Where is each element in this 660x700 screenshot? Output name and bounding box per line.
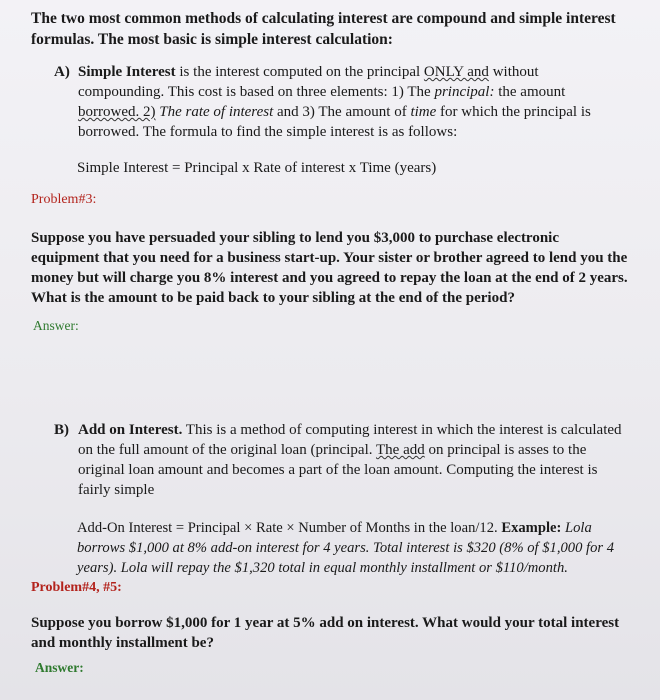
add-on-formula: Add-On Interest = Principal × Rate × Number of Months in the loan/12.: [77, 520, 498, 536]
section-a: [54, 62, 614, 142]
example-text: Lola borrows $1,000 at 8% add-on interest for 4 years. Total interest is $320 (8% of $1,000 for 4 years). Lola will repay the $1,320 total in equal monthly installment or $110/month.: [77, 520, 615, 576]
example-label: Example:: [501, 520, 562, 536]
add-on-example: [77, 518, 632, 578]
problem-3-label: Problem#3:: [31, 192, 97, 207]
simple-interest-formula: Simple Interest = Principal x Rate of interest x Time (years): [77, 160, 437, 176]
intro-paragraph: The two most common methods of calculating interest are compound and simple interest formulas. The most basic is simple interest calculation:: [31, 10, 616, 48]
section-b-text-2: on principal is asses to the original loan amount and becomes a part of the loan amount. Computing the interest is fairly simple: [78, 442, 598, 498]
principal-term: principal:: [434, 84, 495, 100]
borrowed-text: borrowed. 2): [78, 104, 156, 120]
section-b-marker: B): [54, 422, 69, 438]
section-b: [54, 420, 624, 500]
the-add-text: The add: [376, 442, 425, 458]
problem-4-5-label: Problem#4, #5:: [31, 580, 122, 595]
section-a-text-1: is the interest computed on the principal: [175, 64, 424, 80]
section-a-text-6: for which the principal is borrowed. The formula to find the simple interest is as follows:: [78, 104, 591, 140]
section-b-text-1: This is a method of computing interest in which the interest is calculated on the full amount of the original loan (principal.: [78, 422, 622, 458]
time-term: time: [410, 104, 437, 120]
problem-3-text: Suppose you have persuaded your sibling to lend you $3,000 to purchase electronic equipment that you need for a business start-up. Your sister or brother agreed to lend you the money but will charge you 8% interest and you agreed to repay the loan at the end of 2 years. What is the amount to be paid back to your sibling at the end of the period?: [31, 230, 628, 306]
only-and-text: ONLY and: [423, 64, 489, 80]
problem-4-5-answer-label: Answer:: [35, 660, 84, 675]
section-b-title: Add on Interest.: [78, 422, 183, 438]
rate-term: The rate of interest: [159, 104, 274, 120]
section-a-text-3: the amount: [494, 84, 566, 100]
section-b-body: [78, 420, 624, 500]
section-a-title: Simple Interest: [78, 64, 176, 80]
section-a-body: [78, 62, 614, 142]
problem-3-answer-label: Answer:: [33, 318, 79, 333]
section-a-text-5: and 3) The amount of: [273, 104, 411, 120]
section-a-marker: A): [54, 64, 70, 80]
problem-4-5-text: Suppose you borrow $1,000 for 1 year at 5% add on interest. What would your total interest and monthly installment be?: [31, 615, 620, 651]
section-a-text-2: without compounding. This cost is based on three elements: 1) The: [78, 64, 539, 100]
